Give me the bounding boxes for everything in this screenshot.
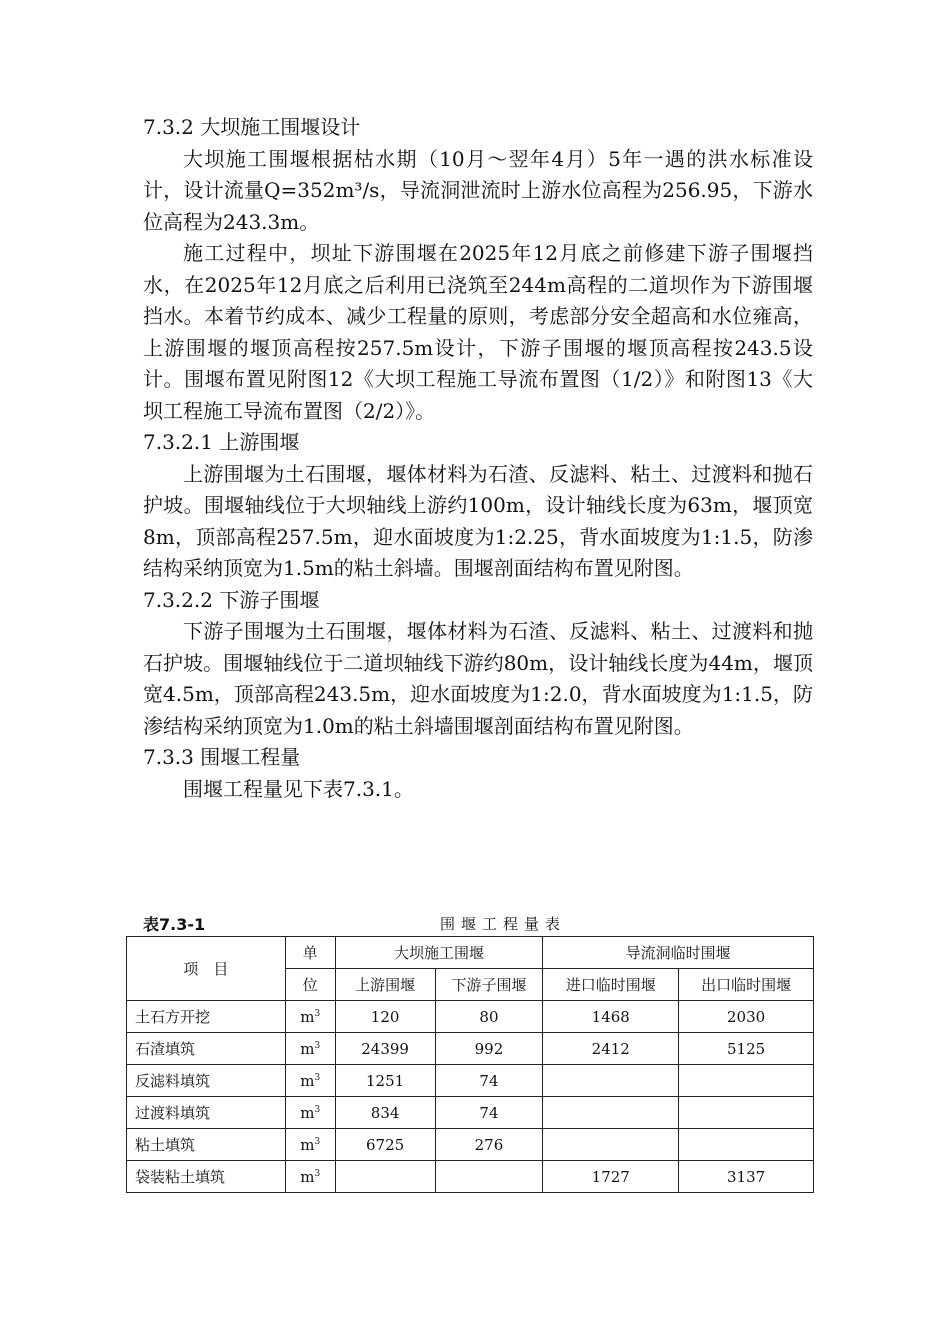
row-value-2: 992 xyxy=(435,1033,543,1065)
paragraph-design-standard: 大坝施工围堰根据枯水期（10月～翌年4月）5年一遇的洪水标准设计，设计流量Q=352m³/s，导流洞泄流时上游水位高程为256.95，下游水位高程为243.3m。 xyxy=(143,146,813,234)
header-outlet: 出口临时围堰 xyxy=(679,969,814,1001)
paragraph-quantity-intro: 围堰工程量见下表7.3.1。 xyxy=(183,776,414,801)
row-value-3: 1468 xyxy=(543,1001,679,1033)
row-value-1: 24399 xyxy=(335,1033,435,1065)
row-value-3 xyxy=(543,1097,679,1129)
paragraph-upstream-cofferdam: 上游围堰为土石围堰，堰体材料为石渣、反滤料、粘土、过渡料和抛石护坡。围堰轴线位于大坝轴线上游约100m，设计轴线长度为63m，堰顶宽8m，顶部高程257.5m，迎水面坡度为1:2.25，背水面坡度为1:1.5，防渗结构采纳顶宽为1.5m的粘土斜墙。围堰剖面结构布置见附图。 xyxy=(143,461,813,580)
header-unit-bottom: 位 xyxy=(285,969,335,1001)
table-header-row xyxy=(127,937,814,969)
table-caption xyxy=(143,912,813,934)
header-upstream: 上游围堰 xyxy=(335,969,435,1001)
table-row xyxy=(127,1161,814,1193)
header-dam-cofferdam: 大坝施工围堰 xyxy=(335,937,543,969)
quantity-table xyxy=(126,936,814,1193)
unit-base: m xyxy=(300,1135,315,1154)
row-value-1: 120 xyxy=(335,1001,435,1033)
row-item: 土石方开挖 xyxy=(127,1001,286,1033)
row-unit xyxy=(285,1033,335,1065)
row-value-3 xyxy=(543,1065,679,1097)
row-value-1: 1251 xyxy=(335,1065,435,1097)
unit-exponent: 3 xyxy=(314,1168,321,1179)
unit-exponent: 3 xyxy=(314,1008,321,1019)
row-value-3: 2412 xyxy=(543,1033,679,1065)
paragraph-construction-process: 施工过程中，坝址下游围堰在2025年12月底之前修建下游子围堰挡水，在2025年12月底之后利用已浇筑至244m高程的二道坝作为下游围堰挡水。本着节约成本、减少工程量的原则，考虑部分安全超高和水位雍高，上游围堰的堰顶高程按257.5m设计，下游子围堰的堰顶高程按243.5设计。围堰布置见附图12《大坝工程施工导流布置图（1/2）》和附图13《大坝工程施工导流布置图（2/2）》。 xyxy=(143,241,813,423)
section-heading-7-3-2-2: 7.3.2.2 下游子围堰 xyxy=(143,587,320,612)
row-unit xyxy=(285,1097,335,1129)
row-value-4 xyxy=(679,1097,814,1129)
row-value-4 xyxy=(679,1065,814,1097)
row-value-4: 5125 xyxy=(679,1033,814,1065)
row-value-3 xyxy=(543,1129,679,1161)
row-value-1: 6725 xyxy=(335,1129,435,1161)
paragraph-downstream-cofferdam: 下游子围堰为土石围堰，堰体材料为石渣、反滤料、粘土、过渡料和抛石护坡。围堰轴线位于二道坝轴线下游约80m，设计轴线长度为44m，堰顶宽4.5m，顶部高程243.5m，迎水面坡度为1:2.0，背水面坡度为1:1.5，防渗结构采纳顶宽为1.0m的粘土斜墙围堰剖面结构布置见附图。 xyxy=(143,619,813,738)
table-title: 围堰工程量表 xyxy=(439,915,566,933)
row-item: 过渡料填筑 xyxy=(127,1097,286,1129)
row-value-2: 276 xyxy=(435,1129,543,1161)
table-row xyxy=(127,1129,814,1161)
header-inlet: 进口临时围堰 xyxy=(543,969,679,1001)
row-unit xyxy=(285,1129,335,1161)
row-unit xyxy=(285,1065,335,1097)
table-row xyxy=(127,1097,814,1129)
section-heading-7-3-2-1: 7.3.2.1 上游围堰 xyxy=(143,430,300,454)
section-heading-7-3-2: 7.3.2 大坝施工围堰设计 xyxy=(143,115,361,139)
row-value-2 xyxy=(435,1161,543,1193)
unit-exponent: 3 xyxy=(314,1104,321,1115)
table-row xyxy=(127,1065,814,1097)
row-item: 袋装粘土填筑 xyxy=(127,1161,286,1193)
unit-exponent: 3 xyxy=(314,1040,321,1051)
row-value-1: 834 xyxy=(335,1097,435,1129)
row-value-2: 74 xyxy=(435,1065,543,1097)
row-value-2: 74 xyxy=(435,1097,543,1129)
row-item: 反滤料填筑 xyxy=(127,1065,286,1097)
row-unit xyxy=(285,1161,335,1193)
header-item: 项 目 xyxy=(127,937,286,1001)
unit-base: m xyxy=(300,1167,315,1186)
unit-base: m xyxy=(300,1039,315,1058)
unit-exponent: 3 xyxy=(314,1072,321,1083)
row-value-3: 1727 xyxy=(543,1161,679,1193)
unit-base: m xyxy=(300,1103,315,1122)
document-body xyxy=(143,112,813,805)
table-number: 表7.3-1 xyxy=(143,915,206,934)
row-item: 石渣填筑 xyxy=(127,1033,286,1065)
unit-base: m xyxy=(300,1071,315,1090)
header-unit-top: 单 xyxy=(285,937,335,969)
row-value-4 xyxy=(679,1129,814,1161)
row-value-4: 3137 xyxy=(679,1161,814,1193)
table-row xyxy=(127,1033,814,1065)
header-downstream: 下游子围堰 xyxy=(435,969,543,1001)
row-value-2: 80 xyxy=(435,1001,543,1033)
row-item: 粘土填筑 xyxy=(127,1129,286,1161)
row-unit xyxy=(285,1001,335,1033)
header-diversion-cofferdam: 导流洞临时围堰 xyxy=(543,937,814,969)
row-value-1 xyxy=(335,1161,435,1193)
unit-exponent: 3 xyxy=(314,1136,321,1147)
table-row xyxy=(127,1001,814,1033)
unit-base: m xyxy=(300,1007,315,1026)
section-heading-7-3-3: 7.3.3 围堰工程量 xyxy=(143,745,301,769)
row-value-4: 2030 xyxy=(679,1001,814,1033)
